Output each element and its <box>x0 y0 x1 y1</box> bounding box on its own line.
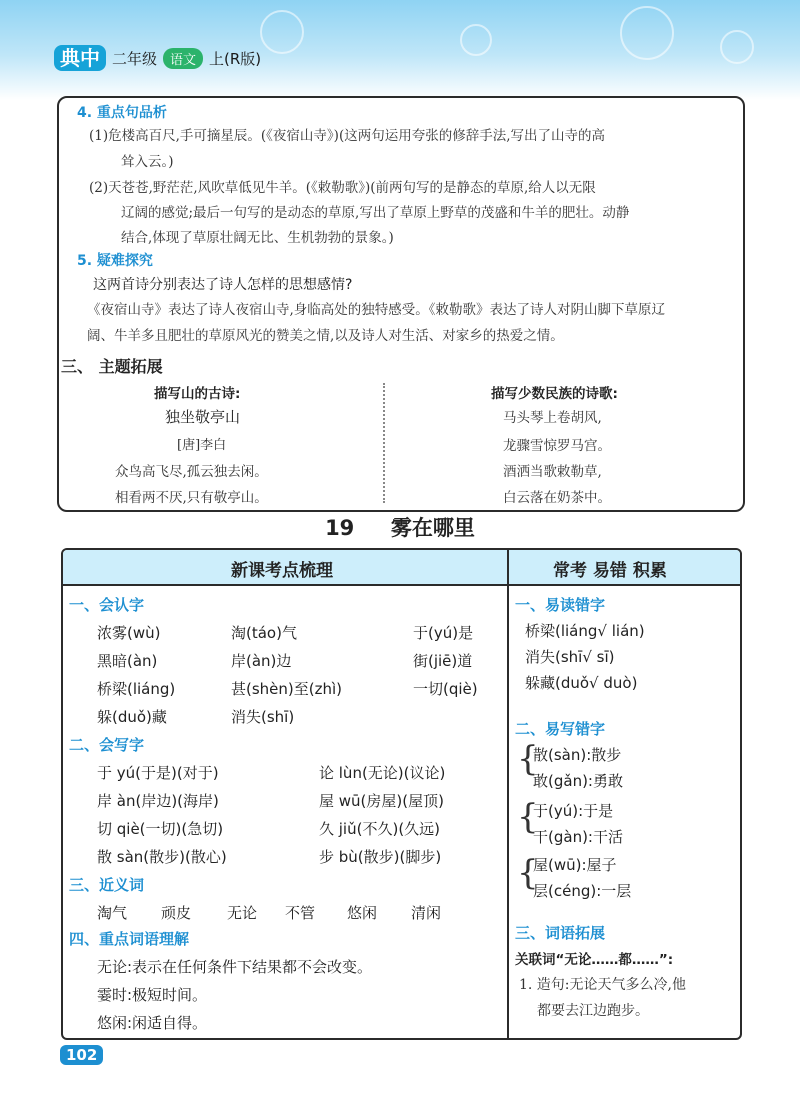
ethnic-poems-heading: 描写少数民族的诗歌: <box>491 386 618 402</box>
recog-item: 黑暗(àn) <box>97 652 158 670</box>
inquiry-answer: 阔、牛羊多且肥壮的草原风光的赞美之情,以及诗人对生活、对家乡的热爱之情。 <box>87 328 564 344</box>
synonym-word: 顽皮 <box>161 904 192 922</box>
inquiry-answer: 《夜宿山寺》表达了诗人夜宿山寺,身临高处的独特感受。《敕勒歌》表达了诗人对阴山脚下草原辽 <box>87 302 666 318</box>
recog-item: 浓雾(wù) <box>97 624 161 642</box>
section-inquiry: 5. 疑难探究 <box>77 253 153 269</box>
sec-key-words: 四、重点词语理解 <box>69 930 190 948</box>
poem-line: 马头琴上卷胡风, <box>503 410 602 426</box>
lesson-name: 雾在哪里 <box>390 516 475 540</box>
recog-item: 桥梁(liáng) <box>97 680 176 698</box>
subject-badge: 语文 <box>163 48 203 69</box>
right-panel-header: 常考 易错 积累 <box>553 561 667 581</box>
lesson-notes-box <box>61 548 742 1040</box>
recog-item: 街(jiē)道 <box>413 652 473 670</box>
page-header <box>54 44 261 72</box>
edition-label: 上(R版) <box>209 49 262 68</box>
write-item: 久 jiǔ(不久)(久远) <box>319 820 441 838</box>
analysis-line: 结合,体现了草原壮阔无比、生机勃勃的景象。) <box>121 230 394 246</box>
sec-word-extension: 三、词语拓展 <box>515 924 606 942</box>
synonym-word: 清闲 <box>411 904 442 922</box>
write-item: 论 lùn(无论)(议论) <box>319 764 446 782</box>
sec-recognize-chars: 一、会认字 <box>69 596 145 614</box>
poem-line: 白云落在奶茶中。 <box>503 490 611 506</box>
synonym-word: 淘气 <box>97 904 128 922</box>
brace-icon: { <box>517 797 539 837</box>
write-item: 散 sàn(散步)(散心) <box>97 848 227 866</box>
section-key-sentences: 4. 重点句品析 <box>77 105 167 121</box>
char-pair-item: 层(céng):一层 <box>533 882 632 900</box>
poem-title: 独坐敬亭山 <box>165 408 241 426</box>
synonym-word: 不管 <box>285 904 316 922</box>
poem-line: 酒洒当歌敕勒草, <box>503 464 602 480</box>
decor-circle <box>620 6 674 60</box>
section-theme-extension: 三、 主题拓展 <box>61 357 163 376</box>
conjunction-heading: 关联词“无论……都……”: <box>515 952 674 968</box>
word-definition: 悠闲:闲适自得。 <box>97 1014 208 1032</box>
poem-line: 众鸟高飞尽,孤云独去闲。 <box>115 464 268 480</box>
column-separator <box>507 550 509 1038</box>
brand-logo: 典中 <box>54 45 106 71</box>
recog-item: 岸(àn)边 <box>231 652 292 670</box>
recog-item: 一切(qiè) <box>413 680 478 698</box>
word-definition: 无论:表示在任何条件下结果都不会改变。 <box>97 958 373 976</box>
brace-icon: { <box>517 739 539 779</box>
poem-line: 龙骤雪惊罗马宫。 <box>503 438 611 454</box>
brace-icon: { <box>517 853 539 893</box>
mountain-poems-heading: 描写山的古诗: <box>154 386 241 402</box>
recog-item: 消失(shī) <box>231 708 295 726</box>
column-divider <box>383 383 385 503</box>
analysis-line: 辽阔的感觉;最后一句写的是动态的草原,写出了草原上野草的茂盛和牛羊的肥壮。动静 <box>121 205 630 221</box>
sec-misread-chars: 一、易读错字 <box>515 596 606 614</box>
left-panel-header: 新课考点梳理 <box>231 561 333 581</box>
sec-miswritten-chars: 二、易写错字 <box>515 720 606 738</box>
poem-author: [唐]李白 <box>177 438 227 453</box>
review-box <box>57 96 745 512</box>
word-definition: 霎时:极短时间。 <box>97 986 208 1004</box>
synonym-word: 无论 <box>227 904 258 922</box>
write-item: 切 qiè(一切)(急切) <box>97 820 224 838</box>
recog-item: 淘(táo)气 <box>231 624 297 642</box>
char-pair-item: 屋(wū):屋子 <box>533 856 617 874</box>
recog-item: 甚(shèn)至(zhì) <box>231 680 343 698</box>
recog-item: 于(yú)是 <box>413 624 474 642</box>
misread-item: 消失(shī√ sī) <box>525 648 615 666</box>
lesson-title <box>0 512 800 542</box>
example-sentence: 都要去江边跑步。 <box>537 1003 649 1019</box>
page-number: 102 <box>60 1045 103 1065</box>
analysis-line: (2)天苍苍,野茫茫,风吹草低见牛羊。(《敕勒歌》)(前两句写的是静态的草原,给人以无限 <box>89 180 596 196</box>
char-pair-item: 于(yú):于是 <box>533 802 614 820</box>
sec-synonyms: 三、近义词 <box>69 876 145 894</box>
write-item: 屋 wū(房屋)(屋顶) <box>319 792 444 810</box>
example-sentence: 1. 造句:无论天气多么冷,他 <box>519 977 686 993</box>
inquiry-question: 这两首诗分别表达了诗人怎样的思想感情? <box>93 277 353 293</box>
write-item: 于 yú(于是)(对于) <box>97 764 219 782</box>
sec-write-chars: 二、会写字 <box>69 736 145 754</box>
grade-label: 二年级 <box>112 49 158 68</box>
analysis-line: (1)危楼高百尺,手可摘星辰。(《夜宿山寺》)(这两句运用夸张的修辞手法,写出了山寺的高 <box>89 128 606 144</box>
decor-circle <box>720 30 754 64</box>
write-item: 岸 àn(岸边)(海岸) <box>97 792 219 810</box>
synonym-word: 悠闲 <box>347 904 378 922</box>
misread-item: 躲藏(duǒ√ duò) <box>525 674 638 692</box>
lesson-number: 19 <box>325 516 355 540</box>
recog-item: 躲(duǒ)藏 <box>97 708 167 726</box>
char-pair-item: 干(gàn):干活 <box>533 828 623 846</box>
write-item: 步 bù(散步)(脚步) <box>319 848 442 866</box>
analysis-line: 耸入云。) <box>121 154 174 170</box>
decor-circle <box>260 10 304 54</box>
char-pair-item: 敢(gǎn):勇敢 <box>533 772 623 790</box>
misread-item: 桥梁(liáng√ lián) <box>525 622 645 640</box>
poem-line: 相看两不厌,只有敬亭山。 <box>115 490 268 506</box>
decor-circle <box>460 24 492 56</box>
char-pair-item: 散(sàn):散步 <box>533 746 622 764</box>
